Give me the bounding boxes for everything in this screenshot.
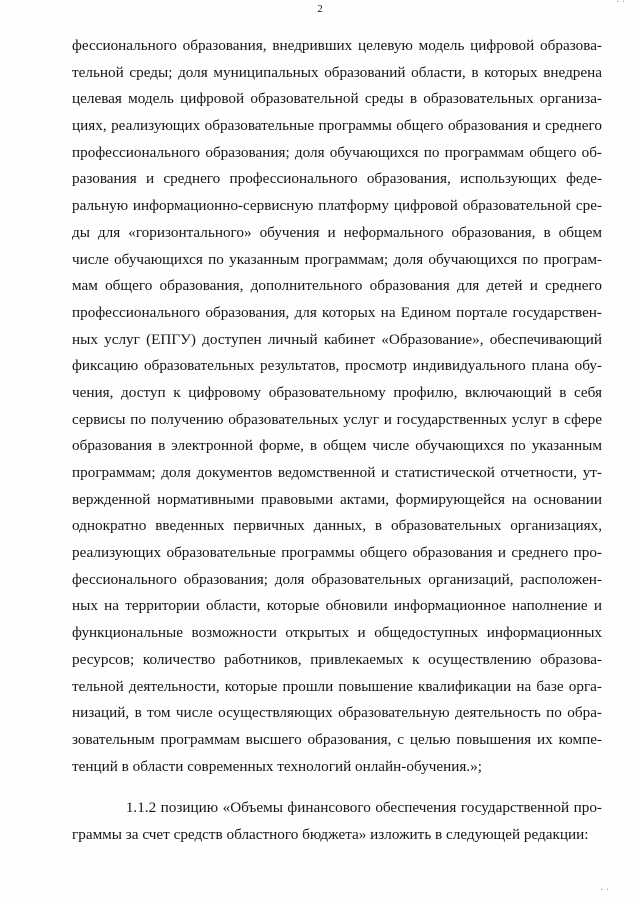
- body-text-line: однократно введенных первичных данных, в образовательных организациях,: [72, 517, 602, 535]
- body-text-line: ных на территории области, которые обновили информационное наполнение и: [72, 597, 602, 615]
- body-text-line: числе обучающихся по указанным программам; доля обучающихся по програм-: [72, 250, 602, 268]
- body-text-line: ды для «горизонтального» обучения и неформального образования, в общем: [72, 223, 602, 241]
- body-text-line: фессионального образования; доля образовательных организаций, расположен-: [72, 570, 602, 588]
- body-text-line: целевая модель цифровой образовательной среды в образовательных организа-: [72, 90, 602, 108]
- body-text-line: тельной среды; доля муниципальных образований области, в которых внедрена: [72, 63, 602, 81]
- body-text-line: вержденной нормативными правовыми актами, формирующейся на основании: [72, 490, 602, 508]
- item-paragraph: [72, 795, 602, 848]
- body-text-line: образования в электронной форме, в общем числе обучающихся по указанным: [72, 437, 602, 455]
- scan-mark-top: · ·: [616, 0, 626, 8]
- item-text-line: граммы за счет средств областного бюджета» изложить в следующей редакции:: [72, 825, 589, 843]
- body-text-line: программам; доля документов ведомственной и статистической отчетности, ут-: [72, 464, 602, 481]
- body-text-line: мам общего образования, дополнительного образования для детей и среднего: [72, 277, 602, 295]
- body-text-line: ных услуг (ЕПГУ) доступен личный кабинет «Образование», обеспечивающий: [72, 330, 602, 348]
- body-text-line: тенций в области современных технологий онлайн-обучения.»;: [72, 757, 482, 775]
- body-text-line: тельной деятельности, которые прошли повышение квалификации на базе орга-: [72, 677, 602, 695]
- body-text-line: сервисы по получению образовательных услуг и государственных услуг в сфере: [72, 410, 602, 428]
- body-text-line: зовательным программам высшего образования, с целью повышения их компе-: [72, 730, 602, 748]
- body-text-line: реализующих образовательные программы общего образования и среднего про-: [72, 544, 602, 562]
- body-text-line: чения, доступ к цифровому образовательному профилю, включающий в себя: [72, 383, 602, 401]
- item-text-line: 1.1.2 позицию «Объемы финансового обеспечения государственной про-: [72, 799, 602, 816]
- body-text-line: циях, реализующих образовательные программы общего образования и среднего: [72, 117, 602, 135]
- body-text-line: фессионального образования, внедривших целевую модель цифровой образова-: [72, 37, 602, 54]
- body-text-line: профессионального образования; доля обучающихся по программам общего об-: [72, 143, 602, 161]
- body-paragraph: [72, 33, 602, 780]
- body-text-line: функциональные возможности открытых и общедоступных информационных: [72, 624, 602, 642]
- body-text-line: фиксацию образовательных результатов, просмотр индивидуального плана обу-: [72, 357, 602, 375]
- body-text-line: разования и среднего профессионального образования, использующих феде-: [72, 170, 602, 188]
- body-text-line: профессионального образования, для которых на Едином портале государствен-: [72, 303, 602, 321]
- body-text-line: ральную информационно-сервисную платформу цифровой образовательной сре-: [72, 197, 602, 215]
- body-text-line: низаций, в том числе осуществляющих образовательную деятельность по обра-: [72, 704, 602, 722]
- body-text-line: ресурсов; количество работников, привлекаемых к осуществлению образова-: [72, 650, 602, 668]
- page-number: 2: [317, 3, 323, 15]
- scan-mark-bottom: · ·: [600, 885, 610, 896]
